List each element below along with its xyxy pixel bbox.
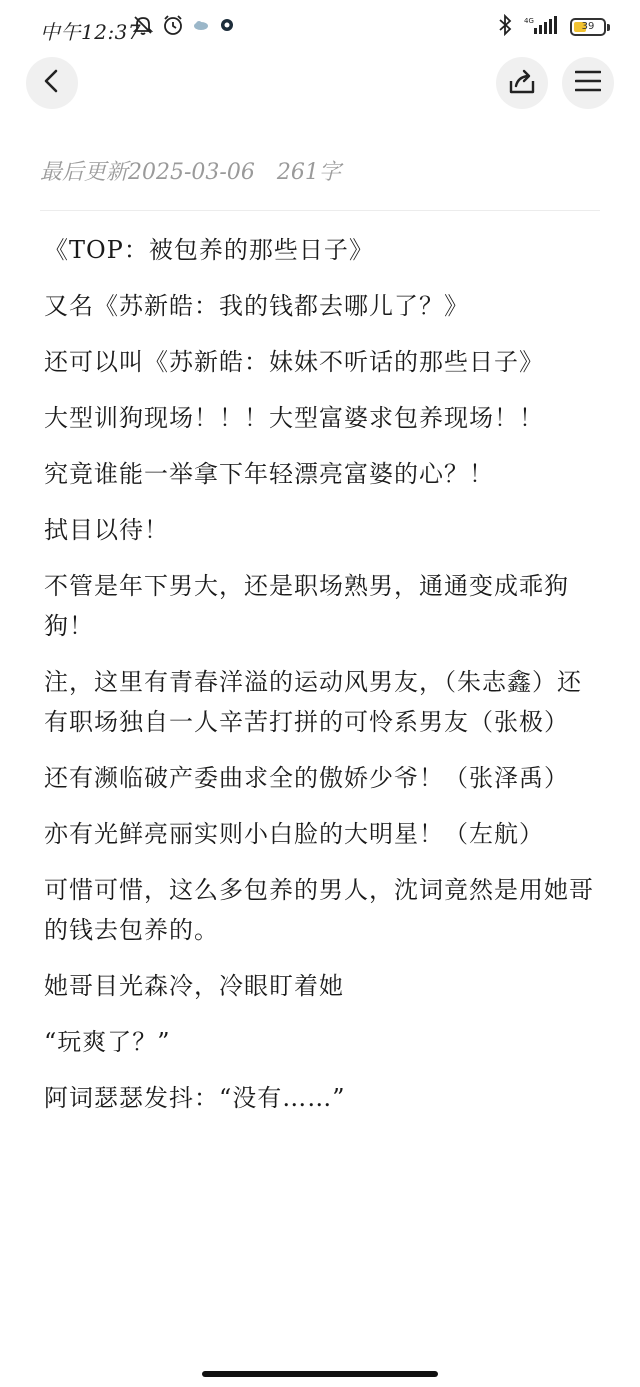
- eye-app-icon: [218, 16, 236, 34]
- paragraph: 阿词瑟瑟发抖：“没有……”: [44, 1084, 346, 1112]
- paragraph: 还可以叫《苏新皓：妹妹不听话的那些日子》: [44, 348, 544, 376]
- alarm-clock-icon: [162, 14, 184, 36]
- paragraph: 又名《苏新皓：我的钱都去哪儿了？》: [44, 292, 469, 320]
- back-button[interactable]: [26, 57, 78, 109]
- article-meta: [40, 155, 341, 186]
- share-icon: [508, 67, 536, 99]
- paragraph: 亦有光鲜亮丽实则小白脸的大明星！（左航）: [44, 820, 544, 848]
- menu-button[interactable]: [562, 57, 614, 109]
- battery-level: 39: [581, 21, 595, 32]
- paragraph: “玩爽了？”: [44, 1028, 171, 1056]
- status-icons-left: [132, 14, 236, 36]
- battery-icon: [570, 18, 606, 36]
- paragraph: 大型训狗现场！！！大型富婆求包养现场！！: [44, 404, 544, 432]
- mute-bell-icon: [132, 14, 154, 36]
- paragraph: 究竟谁能一举拿下年轻漂亮富婆的心？！: [44, 460, 494, 488]
- cloud-app-icon: [192, 16, 210, 34]
- word-count: 261字: [276, 160, 341, 185]
- paragraph: 拭目以待！: [44, 516, 169, 544]
- paragraph: 可惜可惜，这么多包养的男人，沈词竟然是用她哥的钱去包养的。: [44, 876, 594, 944]
- home-indicator[interactable]: [202, 1371, 438, 1377]
- divider: [40, 210, 600, 211]
- last-updated: 最后更新2025-03-06: [40, 160, 255, 185]
- paragraph: 《TOP：被包养的那些日子》: [44, 236, 374, 264]
- paragraph: 她哥目光森冷，冷眼盯着她: [44, 972, 344, 1000]
- signal-icon: [524, 15, 558, 39]
- article-content: [44, 230, 596, 1134]
- status-bar: [0, 0, 640, 56]
- chevron-left-icon: [41, 68, 63, 98]
- hamburger-menu-icon: [575, 70, 601, 96]
- status-time: 中午12:37: [40, 20, 142, 44]
- paragraph: 还有濒临破产委曲求全的傲娇少爷！（张泽禹）: [44, 764, 569, 792]
- svg-text:4G: 4G: [524, 17, 534, 25]
- bluetooth-icon: [498, 14, 512, 40]
- paragraph: 注，这里有青春洋溢的运动风男友，（朱志鑫）还有职场独自一人辛苦打拼的可怜系男友（张极）: [44, 668, 582, 736]
- status-icons-right: [498, 14, 606, 40]
- paragraph: 不管是年下男大，还是职场熟男，通通变成乖狗狗！: [44, 572, 569, 640]
- share-button[interactable]: [496, 57, 548, 109]
